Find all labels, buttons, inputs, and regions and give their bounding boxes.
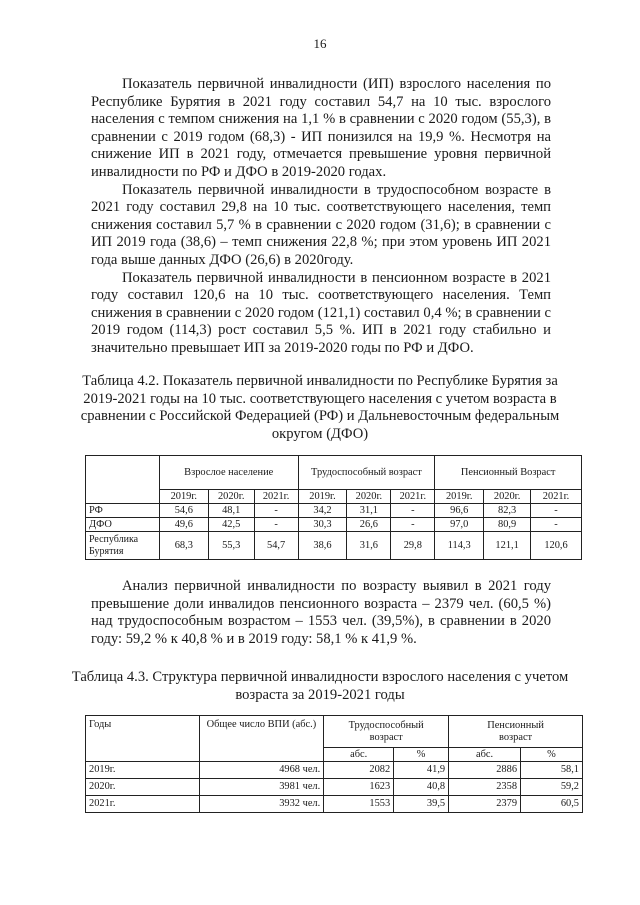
pct-header: % (521, 748, 583, 762)
pension-age-header: Пенсионный возраст (449, 716, 583, 748)
value-cell: 59,2 (521, 779, 583, 796)
value-cell: 2082 (324, 762, 394, 779)
value-cell: 2358 (449, 779, 521, 796)
row-label: РФ (86, 504, 160, 518)
value-cell: 82,3 (484, 504, 531, 518)
page-number: 16 (313, 36, 327, 51)
value-cell: 31,1 (347, 504, 391, 518)
value-cell: - (391, 504, 435, 518)
value-cell: 39,5 (394, 796, 449, 813)
total-header: Общее число ВПИ (абс.) (199, 716, 324, 762)
value-cell: 38,6 (298, 532, 347, 560)
value-cell: 31,6 (347, 532, 391, 560)
value-cell: 40,8 (394, 779, 449, 796)
table-row (86, 518, 582, 532)
year-header: 2020г. (484, 490, 531, 504)
pct-header: % (394, 748, 449, 762)
year-header: 2021г. (531, 490, 582, 504)
table-4-3 (85, 715, 583, 813)
paragraph-pension-age: Показатель первичной инвалидности в пенсионном возрасте в 2021 году составил 120,6 на 10 тыс. соответствующего населения. Темп снижения в сравнении с 2020 годом (121,1) составил 0,4 %; в сравнении с 2019 годом (114,3) рост составил 5,5 %. ИП в 2021 году стабильно и значительно превышает ИП за 2019-2020 годы по РФ и ДФО. (91, 269, 551, 356)
table-row (86, 504, 582, 518)
value-cell: 60,5 (521, 796, 583, 813)
value-cell: 41,9 (394, 762, 449, 779)
year-header: 2021г. (254, 490, 298, 504)
table-4-3-caption: Таблица 4.3. Структура первичной инвалидности взрослого населения с учетом возраста за 2019-2021 годы (71, 669, 569, 703)
value-cell: 49,6 (159, 518, 208, 532)
abs-header: абс. (449, 748, 521, 762)
year-header: 2021г. (391, 490, 435, 504)
years-header: Годы (86, 716, 200, 762)
value-cell: 55,3 (208, 532, 254, 560)
value-cell: 97,0 (435, 518, 484, 532)
value-cell: 96,6 (435, 504, 484, 518)
total-cell: 3932 чел. (199, 796, 324, 813)
paragraph-age-analysis: Анализ первичной инвалидности по возрасту выявил в 2021 году превышение доли инвалидов пенсионного возраста – 2379 чел. (60,5 %) над трудоспособным возрастом – 1553 чел. (39,5%), в сравнении в 2020 году: 59,2 % к 40,8 % и в 2019 году: 58,1 % к 41,9 %. (91, 578, 551, 647)
total-cell: 3981 чел. (199, 779, 324, 796)
value-cell: 42,5 (208, 518, 254, 532)
corner-cell (86, 456, 160, 504)
value-cell: 114,3 (435, 532, 484, 560)
paragraph-working-age: Показатель первичной инвалидности в трудоспособном возрасте в 2021 году составил 29,8 на 10 тыс. соответствующего населения, темп снижения составил 5,7 % в сравнении с 2020 годом (31,6); в сравнении с ИП 2019 года (38,6) – темп снижения 22,8 %; при этом уровень ИП 2021 года выше данных ДФО (26,6) в 2020году. (91, 181, 551, 268)
value-cell: 26,6 (347, 518, 391, 532)
table-4-2 (85, 455, 582, 560)
table-row (86, 796, 583, 813)
value-cell: 34,2 (298, 504, 347, 518)
group-header-pension: Пенсионный Возраст (435, 456, 582, 490)
table-row (86, 779, 583, 796)
group-header-working: Трудоспособный возраст (298, 456, 435, 490)
value-cell: 48,1 (208, 504, 254, 518)
value-cell: 29,8 (391, 532, 435, 560)
year-header: 2020г. (208, 490, 254, 504)
table-row (86, 762, 583, 779)
intro-text (91, 76, 551, 358)
table-4-2-caption: Таблица 4.2. Показатель первичной инвалидности по Республике Бурятия за 2019-2021 годы на 10 тыс. соответствующего населения с учетом возраста в сравнении с Российской Федерацией (РФ) и Дальневосточным федеральным округом (ДФО) (80, 373, 560, 442)
value-cell: 54,6 (159, 504, 208, 518)
year-header: 2019г. (298, 490, 347, 504)
value-cell: 121,1 (484, 532, 531, 560)
value-cell: 54,7 (254, 532, 298, 560)
total-cell: 4968 чел. (199, 762, 324, 779)
value-cell: 30,3 (298, 518, 347, 532)
group-header-adult: Взрослое население (159, 456, 298, 490)
year-header-row (86, 490, 582, 504)
value-cell: - (531, 518, 582, 532)
value-cell: 120,6 (531, 532, 582, 560)
abs-header: абс. (324, 748, 394, 762)
value-cell: - (254, 504, 298, 518)
analysis-text (91, 578, 551, 648)
year-header: 2020г. (347, 490, 391, 504)
paragraph-adult-disability: Показатель первичной инвалидности (ИП) взрослого населения по Республике Бурятия в 2021 году составил 54,7 на 10 тыс. взрослого населения с темпом снижения на 1,1 % в сравнении с 2020 годом (55,3), в сравнении с 2019 годом (68,3) - ИП понизился на 19,9 %. Несмотря на снижение ИП в 2021 году, отмечается превышение уровня первичной инвалидности по РФ и ДФО в 2019-2020 годах. (91, 76, 551, 180)
table-header-row (86, 456, 582, 490)
year-header: 2019г. (435, 490, 484, 504)
value-cell: 1553 (324, 796, 394, 813)
value-cell: - (531, 504, 582, 518)
year-cell: 2019г. (86, 762, 200, 779)
value-cell: 2886 (449, 762, 521, 779)
value-cell: 2379 (449, 796, 521, 813)
working-age-header: Трудоспособный возраст (324, 716, 449, 748)
row-label: Республика Бурятия (86, 532, 160, 560)
year-cell: 2020г. (86, 779, 200, 796)
value-cell: - (254, 518, 298, 532)
value-cell: 58,1 (521, 762, 583, 779)
row-label: ДФО (86, 518, 160, 532)
value-cell: - (391, 518, 435, 532)
table-header-row (86, 716, 583, 748)
table-row (86, 532, 582, 560)
year-header: 2019г. (159, 490, 208, 504)
value-cell: 1623 (324, 779, 394, 796)
value-cell: 80,9 (484, 518, 531, 532)
year-cell: 2021г. (86, 796, 200, 813)
value-cell: 68,3 (159, 532, 208, 560)
